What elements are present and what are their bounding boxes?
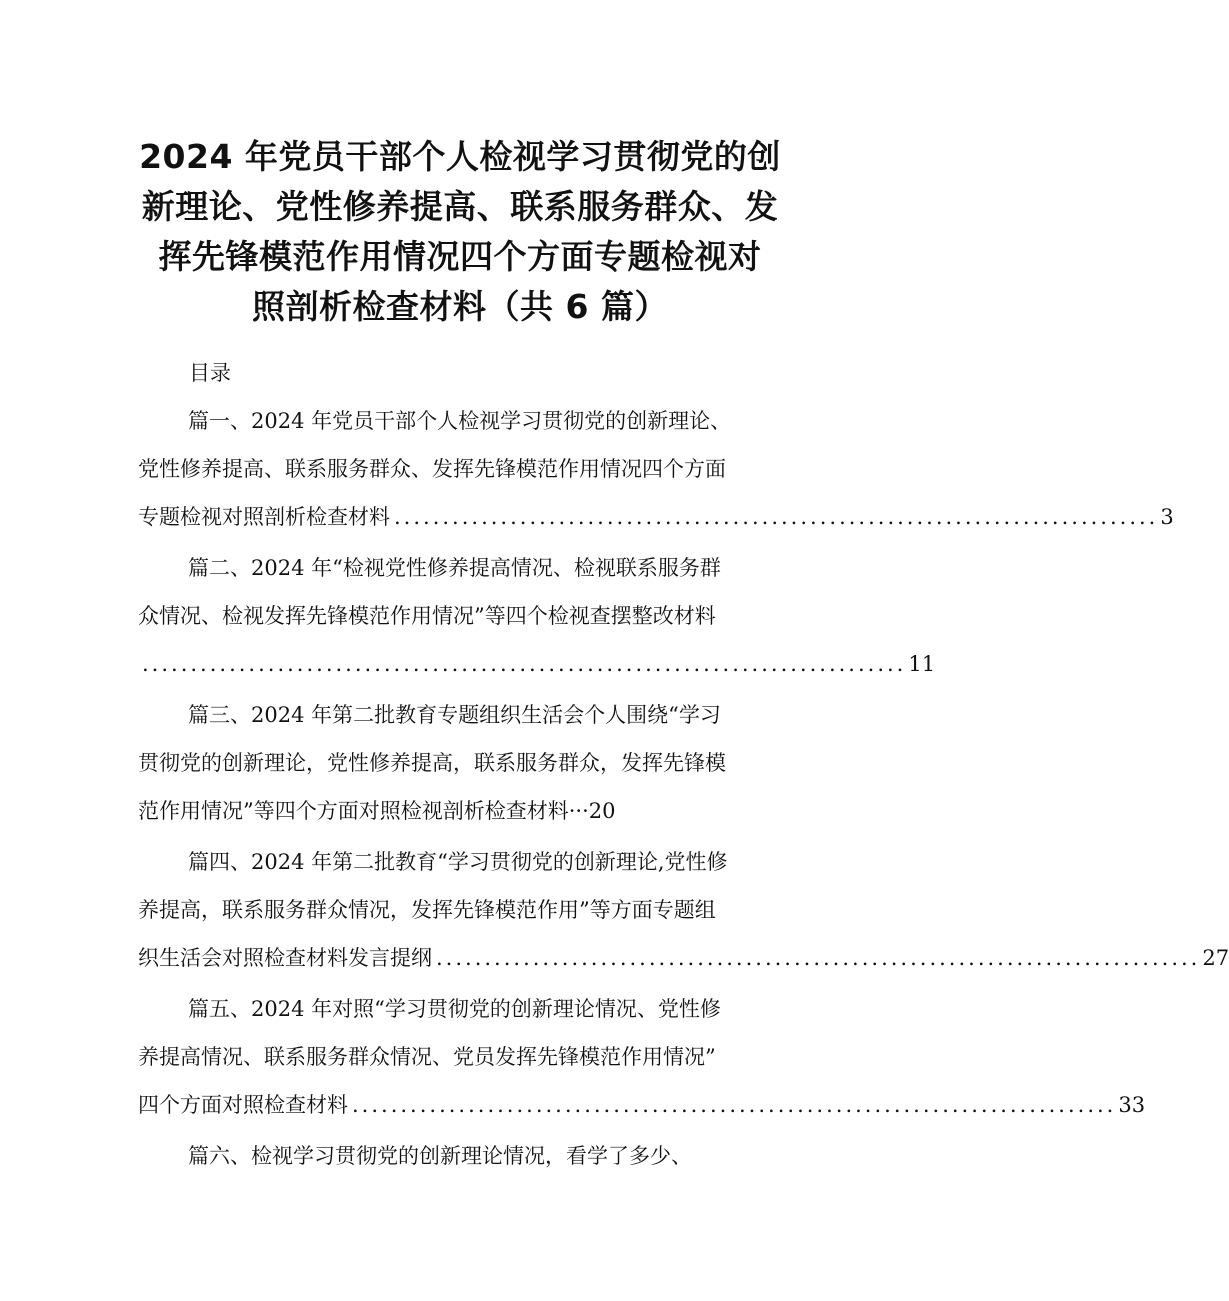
toc-entry-line: 篇六、检视学习贯彻党的创新理论情况，看学了多少、 xyxy=(188,1144,692,1168)
toc-entry-line: 篇三、2024 年第二批教育专题组织生活会个人围绕“学习 xyxy=(188,703,721,727)
toc-entry-line: 篇二、2024 年“检视党性修养提高情况、检视联系服务群 xyxy=(188,556,721,580)
page-number: 27 xyxy=(1202,946,1229,970)
toc-entry-line: 养提高，联系服务群众情况，发挥先锋模范作用”等方面专题组 xyxy=(138,898,716,922)
toc-entry-line: 篇五、2024 年对照“学习贯彻党的创新理论情况、党性修 xyxy=(188,997,721,1021)
toc-entry-line: 织生活会对照检查材料发言提纲 xyxy=(138,946,432,970)
table-of-contents xyxy=(138,405,1229,1191)
toc-entry-line: 篇一、2024 年党员干部个人检视学习贯彻党的创新理论、 xyxy=(188,409,732,433)
dot-leader: ............................................................................... xyxy=(436,946,1201,970)
title-line: 2024 年党员干部个人检视学习贯彻党的创 xyxy=(139,137,781,176)
toc-heading: 目录 xyxy=(189,361,231,385)
toc-entry[interactable] xyxy=(138,993,1146,1137)
toc-entry-last-line xyxy=(138,648,936,696)
title-line: 照剖析检查材料（共 6 篇） xyxy=(252,287,668,326)
toc-entry[interactable] xyxy=(138,552,936,696)
toc-entry[interactable] xyxy=(138,846,1229,990)
toc-entry[interactable] xyxy=(138,699,788,843)
toc-entry[interactable] xyxy=(138,405,1174,549)
toc-entry-line: 贯彻党的创新理论，党性修养提高，联系服务群众，发挥先锋模 xyxy=(138,751,726,775)
toc-entry-line: 篇四、2024 年第二批教育“学习贯彻党的创新理论,党性修 xyxy=(188,850,728,874)
toc-entry-last-line xyxy=(138,501,1174,549)
dot-leader: ............................................................................... xyxy=(394,505,1159,529)
toc-entry-line: 专题检视对照剖析检查材料 xyxy=(138,505,390,529)
document-title xyxy=(130,132,790,332)
toc-entry-line: 养提高情况、联系服务群众情况、党员发挥先锋模范作用情况” xyxy=(138,1045,716,1069)
title-line: 新理论、党性修养提高、联系服务群众、发 xyxy=(141,187,779,226)
dot-leader: ............................................................................... xyxy=(142,652,907,676)
title-line: 挥先锋模范作用情况四个方面专题检视对 xyxy=(158,237,762,276)
dot-leader: ............................................................................... xyxy=(352,1093,1117,1117)
toc-entry-last-line xyxy=(138,1089,1146,1137)
page-number: 11 xyxy=(908,652,936,676)
toc-entry-line: 党性修养提高、联系服务群众、发挥先锋模范作用情况四个方面 xyxy=(138,457,726,481)
toc-entry-line: 范作用情况”等四个方面对照检视剖析检查材料··· xyxy=(138,799,589,823)
page-number: 20 xyxy=(588,799,616,823)
page-number: 33 xyxy=(1118,1093,1146,1117)
toc-entry[interactable] xyxy=(138,1140,788,1188)
toc-entry-line: 众情况、检视发挥先锋模范作用情况”等四个检视查摆整改材料 xyxy=(138,604,716,628)
toc-entry-last-line xyxy=(138,795,788,843)
toc-entry-last-line xyxy=(138,942,1229,990)
page-number: 3 xyxy=(1160,505,1174,529)
toc-entry-line: 四个方面对照检查材料 xyxy=(138,1093,348,1117)
